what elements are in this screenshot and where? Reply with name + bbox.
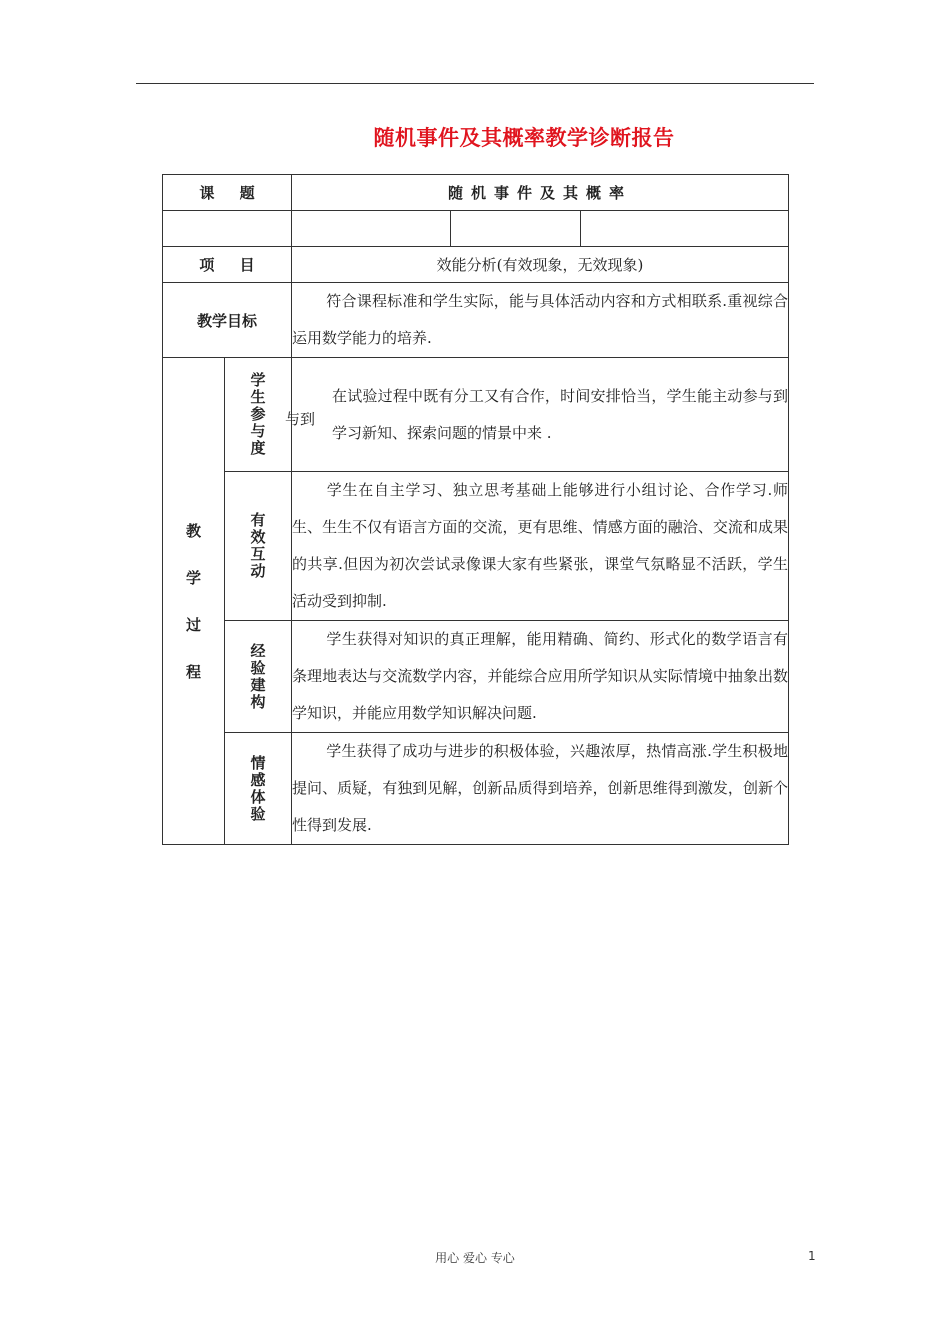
overlap-text: 与到 — [285, 410, 316, 428]
item-value: 效能分析(有效现象，无效现象) — [436, 256, 644, 274]
label-char: 与 — [250, 422, 266, 440]
label-char: 情 — [250, 753, 266, 772]
label-char: 度 — [250, 439, 266, 457]
label-char: 验 — [250, 658, 266, 677]
participation-text-cell — [285, 358, 789, 472]
emotion-text-cell — [292, 733, 789, 845]
empty-cell — [451, 211, 581, 247]
label-char: 动 — [250, 562, 266, 580]
label-char: 参 — [250, 405, 266, 423]
label-char: 感 — [250, 770, 266, 789]
empty-cell — [581, 211, 789, 247]
label-char: 效 — [250, 528, 266, 546]
label-char: 体 — [250, 787, 266, 806]
header-rule — [136, 83, 814, 84]
subject-value: 随机事件及其概率 — [448, 184, 633, 202]
empty-cell — [292, 211, 451, 247]
process-char: 程 — [185, 662, 201, 681]
interaction-text: 学生在自主学习、独立思考基础上能够进行小组讨论、合作学习.师生、生生不仅有语言方面的交流，更有思维、情感方面的融洽、交流和成果的共享.但因为初次尝试录像课大家有些紧张，课堂气氛略显不活跃，学生活动受到抑制. — [292, 481, 789, 610]
process-char: 教 — [185, 521, 201, 540]
construction-text-cell — [292, 621, 789, 733]
subject-value-cell — [292, 175, 789, 211]
goal-label-cell — [163, 283, 292, 358]
label-char: 建 — [250, 675, 266, 694]
label-char: 有 — [250, 511, 266, 529]
participation-label-cell — [225, 358, 292, 472]
interaction-label-cell — [225, 472, 292, 621]
item-label-cell — [163, 247, 292, 283]
goal-label: 教学目标 — [197, 311, 258, 330]
subject-label-cell — [163, 175, 292, 211]
item-value-cell — [292, 247, 789, 283]
process-char: 过 — [185, 615, 201, 634]
label-char: 生 — [250, 388, 266, 406]
empty-cell — [163, 211, 292, 247]
label-char: 互 — [250, 545, 266, 563]
label-char: 构 — [250, 692, 266, 711]
document-title: 随机事件及其概率教学诊断报告 — [373, 126, 675, 150]
construction-label-cell — [225, 621, 292, 733]
page-number: 1 — [808, 1249, 816, 1263]
emotion-label-cell — [225, 733, 292, 845]
label-char: 验 — [250, 804, 266, 823]
participation-text: 在试验过程中既有分工又有合作，时间安排恰当，学生能主动参与到学习新知、探索问题的情景中来 . — [332, 386, 789, 442]
subject-label: 课 题 — [199, 184, 255, 202]
process-char: 学 — [185, 568, 201, 587]
construction-text: 学生获得对知识的真正理解，能用精确、简约、形式化的数学语言有条理地表达与交流数学内容，并能综合应用所学知识从实际情境中抽象出数学知识，并能应用数学知识解决问题. — [292, 630, 789, 722]
label-char: 学 — [250, 371, 266, 389]
process-label-cell — [163, 358, 225, 845]
goal-text-cell — [292, 283, 789, 358]
interaction-text-cell — [292, 472, 789, 621]
emotion-text: 学生获得了成功与进步的积极体验，兴趣浓厚，热情高涨.学生积极地提问、质疑，有独到见解，创新品质得到培养，创新思维得到激发，创新个性得到发展. — [292, 742, 789, 834]
diagnosis-table — [162, 174, 789, 845]
label-char: 经 — [250, 641, 266, 660]
item-label: 项 目 — [199, 256, 255, 274]
goal-text: 符合课程标准和学生实际，能与具体活动内容和方式相联系.重视综合运用数学能力的培养. — [292, 292, 789, 347]
page-footer: 用心 爱心 专心 — [435, 1251, 515, 1265]
